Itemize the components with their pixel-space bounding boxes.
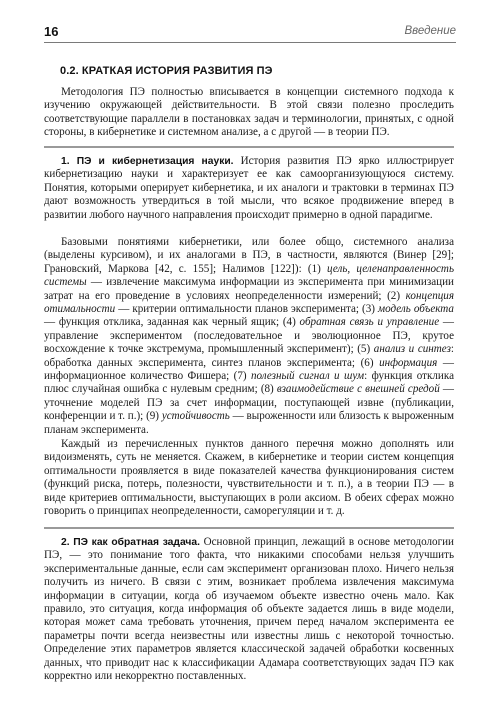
emphasis-term: концепция отимальности bbox=[44, 289, 454, 316]
paragraph-text: Базовыми понятиями кибернетики, или более общо, системного анализа (выделены курсивом), и их аналогами в ПЭ, в частности, являются (Винер [29]; Грановский, Маркова [42, с. 155]; Налимов [122]): (1) bbox=[44, 236, 454, 275]
paragraph-remarks bbox=[44, 438, 454, 518]
paragraph-text: Основной принцип, лежащий в основе методологии ПЭ, — это понимание того факта, что никакими способами нельзя улучшить экспериментальные данные, если сам эксперимент организован плохо. Ничего нельзя получить из ничего. В связи с этим, возникает проблема извлечения максимума информации в ситуации, когда об изучаемом объекте известно очень мало. Как правило, это ситуация, когда информация об объекте задается лишь в виде модели, которая может сама требовать уточнения, причем перед началом эксперимента ее параметры почти всегда неизвестны или известны лишь с некоторой точностью. Определение этих параметров является классической задачей обработки косвенных данных, что приводит нас к классификации Адамара соответствующих задач ПЭ как корректно или некорректно поставленных. bbox=[44, 536, 454, 683]
emphasis-term: анализ и синтез bbox=[373, 343, 451, 356]
paragraph-heading: 1. ПЭ и кибернетизация науки. bbox=[61, 156, 234, 167]
emphasis-term: устойчивость bbox=[161, 410, 230, 423]
intro-paragraph bbox=[44, 86, 454, 140]
emphasis-term: информация bbox=[379, 356, 438, 369]
paragraph-text: — выроженности или близость к выроженным планам эксперимента. bbox=[44, 410, 454, 436]
paragraph-text: — функция отклика, заданная как черный ящик; (4) bbox=[44, 316, 300, 329]
emphasis-term: обратная связь и управление bbox=[299, 316, 440, 329]
section-title: 0.2. КРАТКАЯ ИСТОРИЯ РАЗВИТИЯ ПЭ bbox=[60, 65, 273, 77]
intro-text: Методология ПЭ полностью вписывается в концепции системного подхода к изучению окружающей действительности. В этой связи полезно проследить соответствующие параллели в постановках задач и терминологии, принятых, с одной стороны, в кибернетике и системном анализе, а с другой — в теории ПЭ. bbox=[44, 86, 454, 139]
paragraph-text: История развития ПЭ ярко иллюстрирует кибернетизацию науки и характеризует ее как самоорганизующуюся систему. Понятия, которыми оперирует кибернетика, и их аналоги и трактовки в терминах ПЭ дают возможность утвердиться в той мысли, что всякое продвижение вперед в развитии любого научного направления происходит примерно в одной парадигме. bbox=[44, 155, 454, 221]
section-divider bbox=[44, 527, 454, 529]
paragraph-cybernetics bbox=[44, 155, 454, 222]
section-divider bbox=[44, 146, 454, 148]
paragraph-text: : обработка данных эксперимента, синтез планов эксперимента; (6) bbox=[44, 343, 455, 369]
paragraph-inverse-problem bbox=[44, 536, 454, 683]
paragraph-basic-concepts bbox=[44, 236, 454, 437]
paragraph-heading: 2. ПЭ как обратная задача. bbox=[61, 537, 200, 548]
paragraph-text: — извлечение максимума информации из эксперимента при минимизации затрат на его проведение в условиях неопределенности измерений; (2) bbox=[44, 276, 454, 302]
emphasis-term: полезный сигнал и шум bbox=[250, 370, 365, 383]
paragraph-text: — управление экспериментом (последовательное и эволюционное ПЭ, крутое восхождение к точке экстремума, промышленный эксперимент); (5) bbox=[44, 316, 454, 356]
paragraph-text: : функция отклика плюс случайная ошибка с нулевым средним; (8) bbox=[44, 370, 455, 396]
paragraph-text: — уточнение моделей ПЭ за счет информации, поступающей извне (публикации, конференции и т. п.); (9) bbox=[44, 383, 455, 423]
paragraph-text: — критерии оптимальности планов эксперимента; (3) bbox=[115, 303, 379, 316]
paragraph-text: Каждый из перечисленных пунктов данного перечня можно дополнять или видоизменять, суть не меняется. Скажем, в кибернетике и теории систем концепция оптимальности проявляется в виде показателей качества функционирования систем (функций риска, потерь, полезности, чувствительности и т. п.), а в теории ПЭ — в виде критериев оптимальности, выступающих в роли аксиом. В обеих сферах можно говорить о принципах неопределенности, саморегуляции и т. д. bbox=[44, 438, 454, 518]
emphasis-term: взаимодействие с внешней средой bbox=[276, 383, 440, 396]
emphasis-term: модель объекта bbox=[378, 303, 454, 316]
running-header bbox=[44, 22, 456, 43]
emphasis-term: цель, целенаправленность системы bbox=[44, 262, 454, 289]
page-number: 16 bbox=[44, 24, 59, 39]
running-title: Введение bbox=[404, 25, 456, 37]
paragraph-text: — информационное количество Фишера; (7) bbox=[44, 356, 454, 383]
